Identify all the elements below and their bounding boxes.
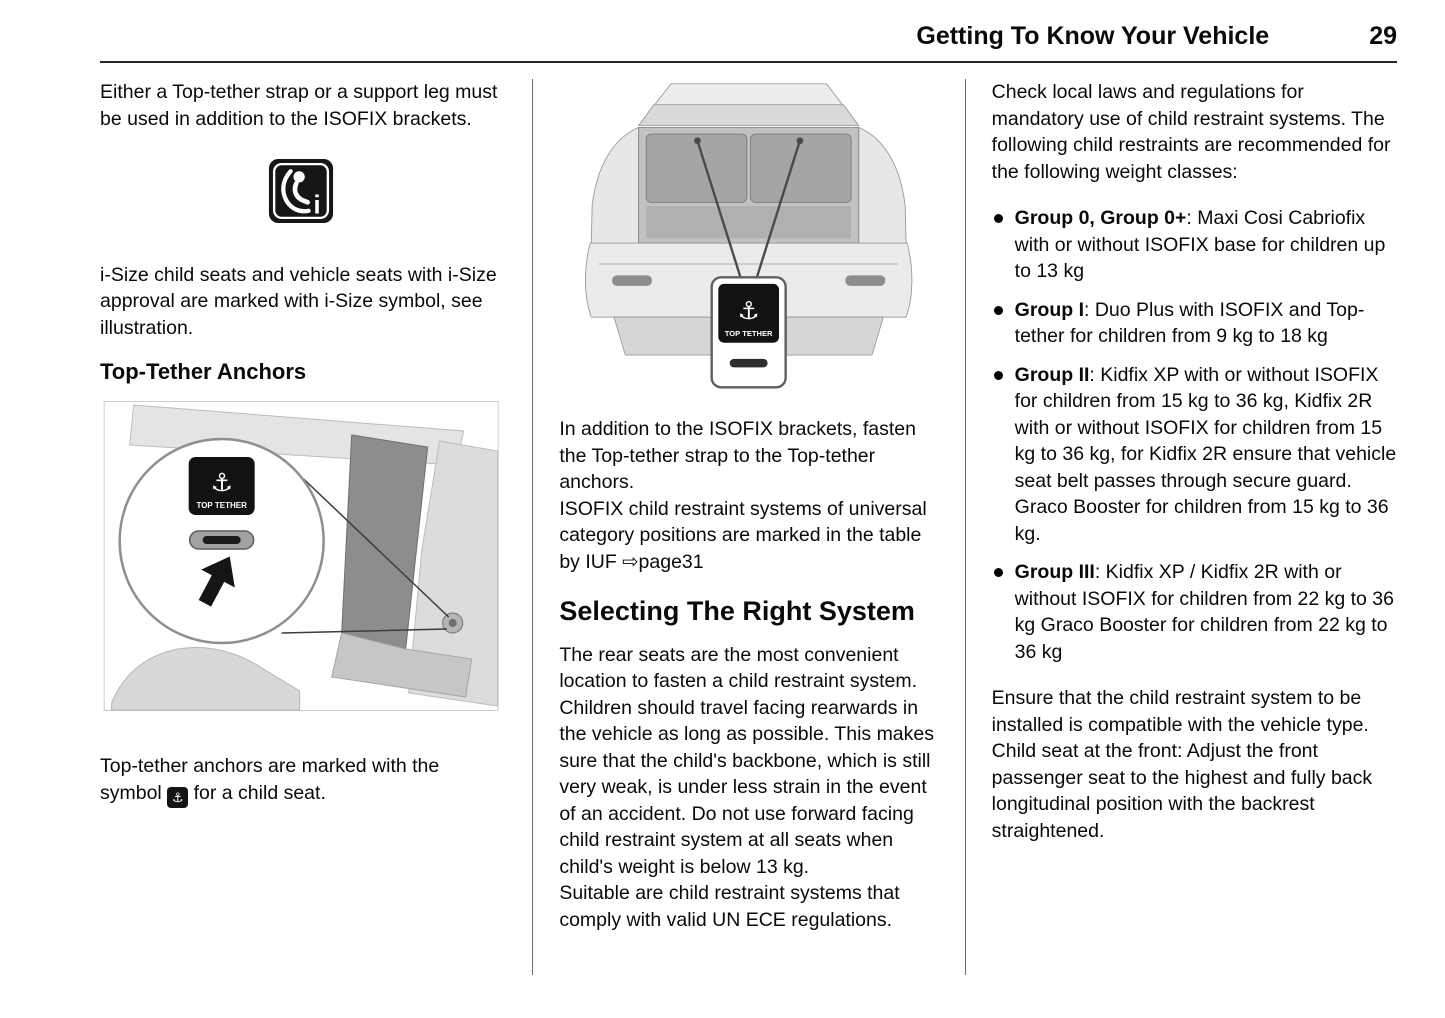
paragraph-iuf <box>559 496 938 576</box>
paragraph-suitable-systems: Suitable are child restraint systems that comply with valid UN ECE regulations. <box>559 882 900 931</box>
group-label: Group III <box>1014 561 1095 584</box>
top-tether-label <box>189 457 255 515</box>
group-text-2: Graco Booster for children from 15 kg to 36 kg. <box>1014 496 1389 545</box>
page-title: Getting To Know Your Vehicle <box>916 22 1270 50</box>
group-label: Group II <box>1014 363 1090 386</box>
page-header <box>100 22 1397 63</box>
top-tether-label-text: TOP TETHER <box>196 501 247 510</box>
open-tailgate <box>639 105 859 126</box>
page-reference-label: page31 <box>638 550 704 573</box>
top-tether-tag-text: TOP TETHER <box>725 329 773 339</box>
group-text: : Duo Plus with ISOFIX and Top-tether for children from 9 kg to 18 kg <box>1014 298 1365 348</box>
paragraph-ensure-compatible: Ensure that the child restraint system to be installed is compatible with the vehicle type. <box>991 687 1369 736</box>
anchor-symbol-text-after: for a child seat. <box>193 781 326 804</box>
paragraph-i-size: i-Size child seats and vehicle seats with i-Size approval are marked with i-Size symbol, see illustration. <box>100 263 497 339</box>
i-size-figure <box>100 158 502 232</box>
top-tether-tag <box>712 277 786 387</box>
paragraph-anchor-symbol <box>100 753 502 808</box>
group-item-2 <box>992 362 1397 548</box>
group-item-0 <box>992 205 1397 285</box>
left-column <box>100 79 532 975</box>
content-columns <box>100 79 1397 975</box>
paragraph-rear-seats: The rear seats are the most convenient location to fasten a child restraint system. Children should travel facing rearwards in the vehicle as long as possible. This makes sure that the child's backbone, which is still very weak, is under less strain in the event of an accident. Do not use forward facing child restraint system at all seats when child's weight is below 13 kg. <box>559 643 934 878</box>
group-label: Group 0, Group 0+ <box>1014 207 1187 230</box>
middle-column <box>532 79 964 975</box>
anchor-icon: ⚓ <box>737 298 761 326</box>
page-number: 29 <box>1369 22 1397 50</box>
top-tether-symbol-icon: ⚓ <box>167 787 188 808</box>
arrow-right-icon: ⇨ <box>622 550 639 573</box>
heading-top-tether-anchors: Top-Tether Anchors <box>100 359 307 385</box>
group-text: : Maxi Cosi Cabriofix with or without ISOFIX base for children up to 13 kg <box>1014 207 1386 283</box>
top-tether-anchor-figure <box>100 401 502 711</box>
group-item-1 <box>992 297 1397 350</box>
group-label: Group I <box>1014 298 1084 321</box>
paragraph-check-laws: Check local laws and regulations for mandatory use of child restraint systems. The following child restraints are recommended for the following weight classes: <box>991 81 1391 183</box>
page-reference <box>622 551 703 573</box>
anchor-icon: ⚓ <box>210 469 233 497</box>
paragraph-support-leg: Either a Top-tether strap or a support leg must be used in addition to the ISOFIX brackets. <box>100 81 498 130</box>
group-text: : Kidfix XP / Kidfix 2R with or without ISOFIX for children from 22 kg to 36 kg Graco Booster for children from 22 kg to 36 kg <box>1014 561 1394 663</box>
car-rear-illustration <box>559 79 938 394</box>
anchor-symbol-text-before: Top-tether anchors are marked with the symbol <box>100 755 440 804</box>
i-size-letter: i <box>313 191 321 220</box>
car-rear-figure <box>559 79 938 394</box>
i-size-child-seat-icon <box>268 158 334 224</box>
group-text: : Kidfix XP with or without ISOFIX for children from 15 kg to 36 kg, Kidfix 2R with or without ISOFIX for children from 15 kg to 36 kg, for Kidfix 2R ensure that vehicle seat belt passes through secure guard. <box>1014 363 1397 492</box>
right-column <box>965 79 1397 975</box>
paragraph-front-seat: Child seat at the front: Adjust the front passenger seat to the highest and fully back longitudinal position with the backrest straightened. <box>991 740 1373 842</box>
group-item-3 <box>992 559 1397 665</box>
top-tether-anchor-illustration <box>100 401 502 711</box>
heading-selecting-system: Selecting The Right System <box>559 596 915 627</box>
paragraph-fasten-strap: In addition to the ISOFIX brackets, fasten the Top-tether strap to the Top-tether anchors. <box>559 418 916 494</box>
iuf-text: ISOFIX child restraint systems of universal category positions are marked in the table by IUF <box>559 497 927 573</box>
restraint-groups-list <box>992 205 1397 665</box>
